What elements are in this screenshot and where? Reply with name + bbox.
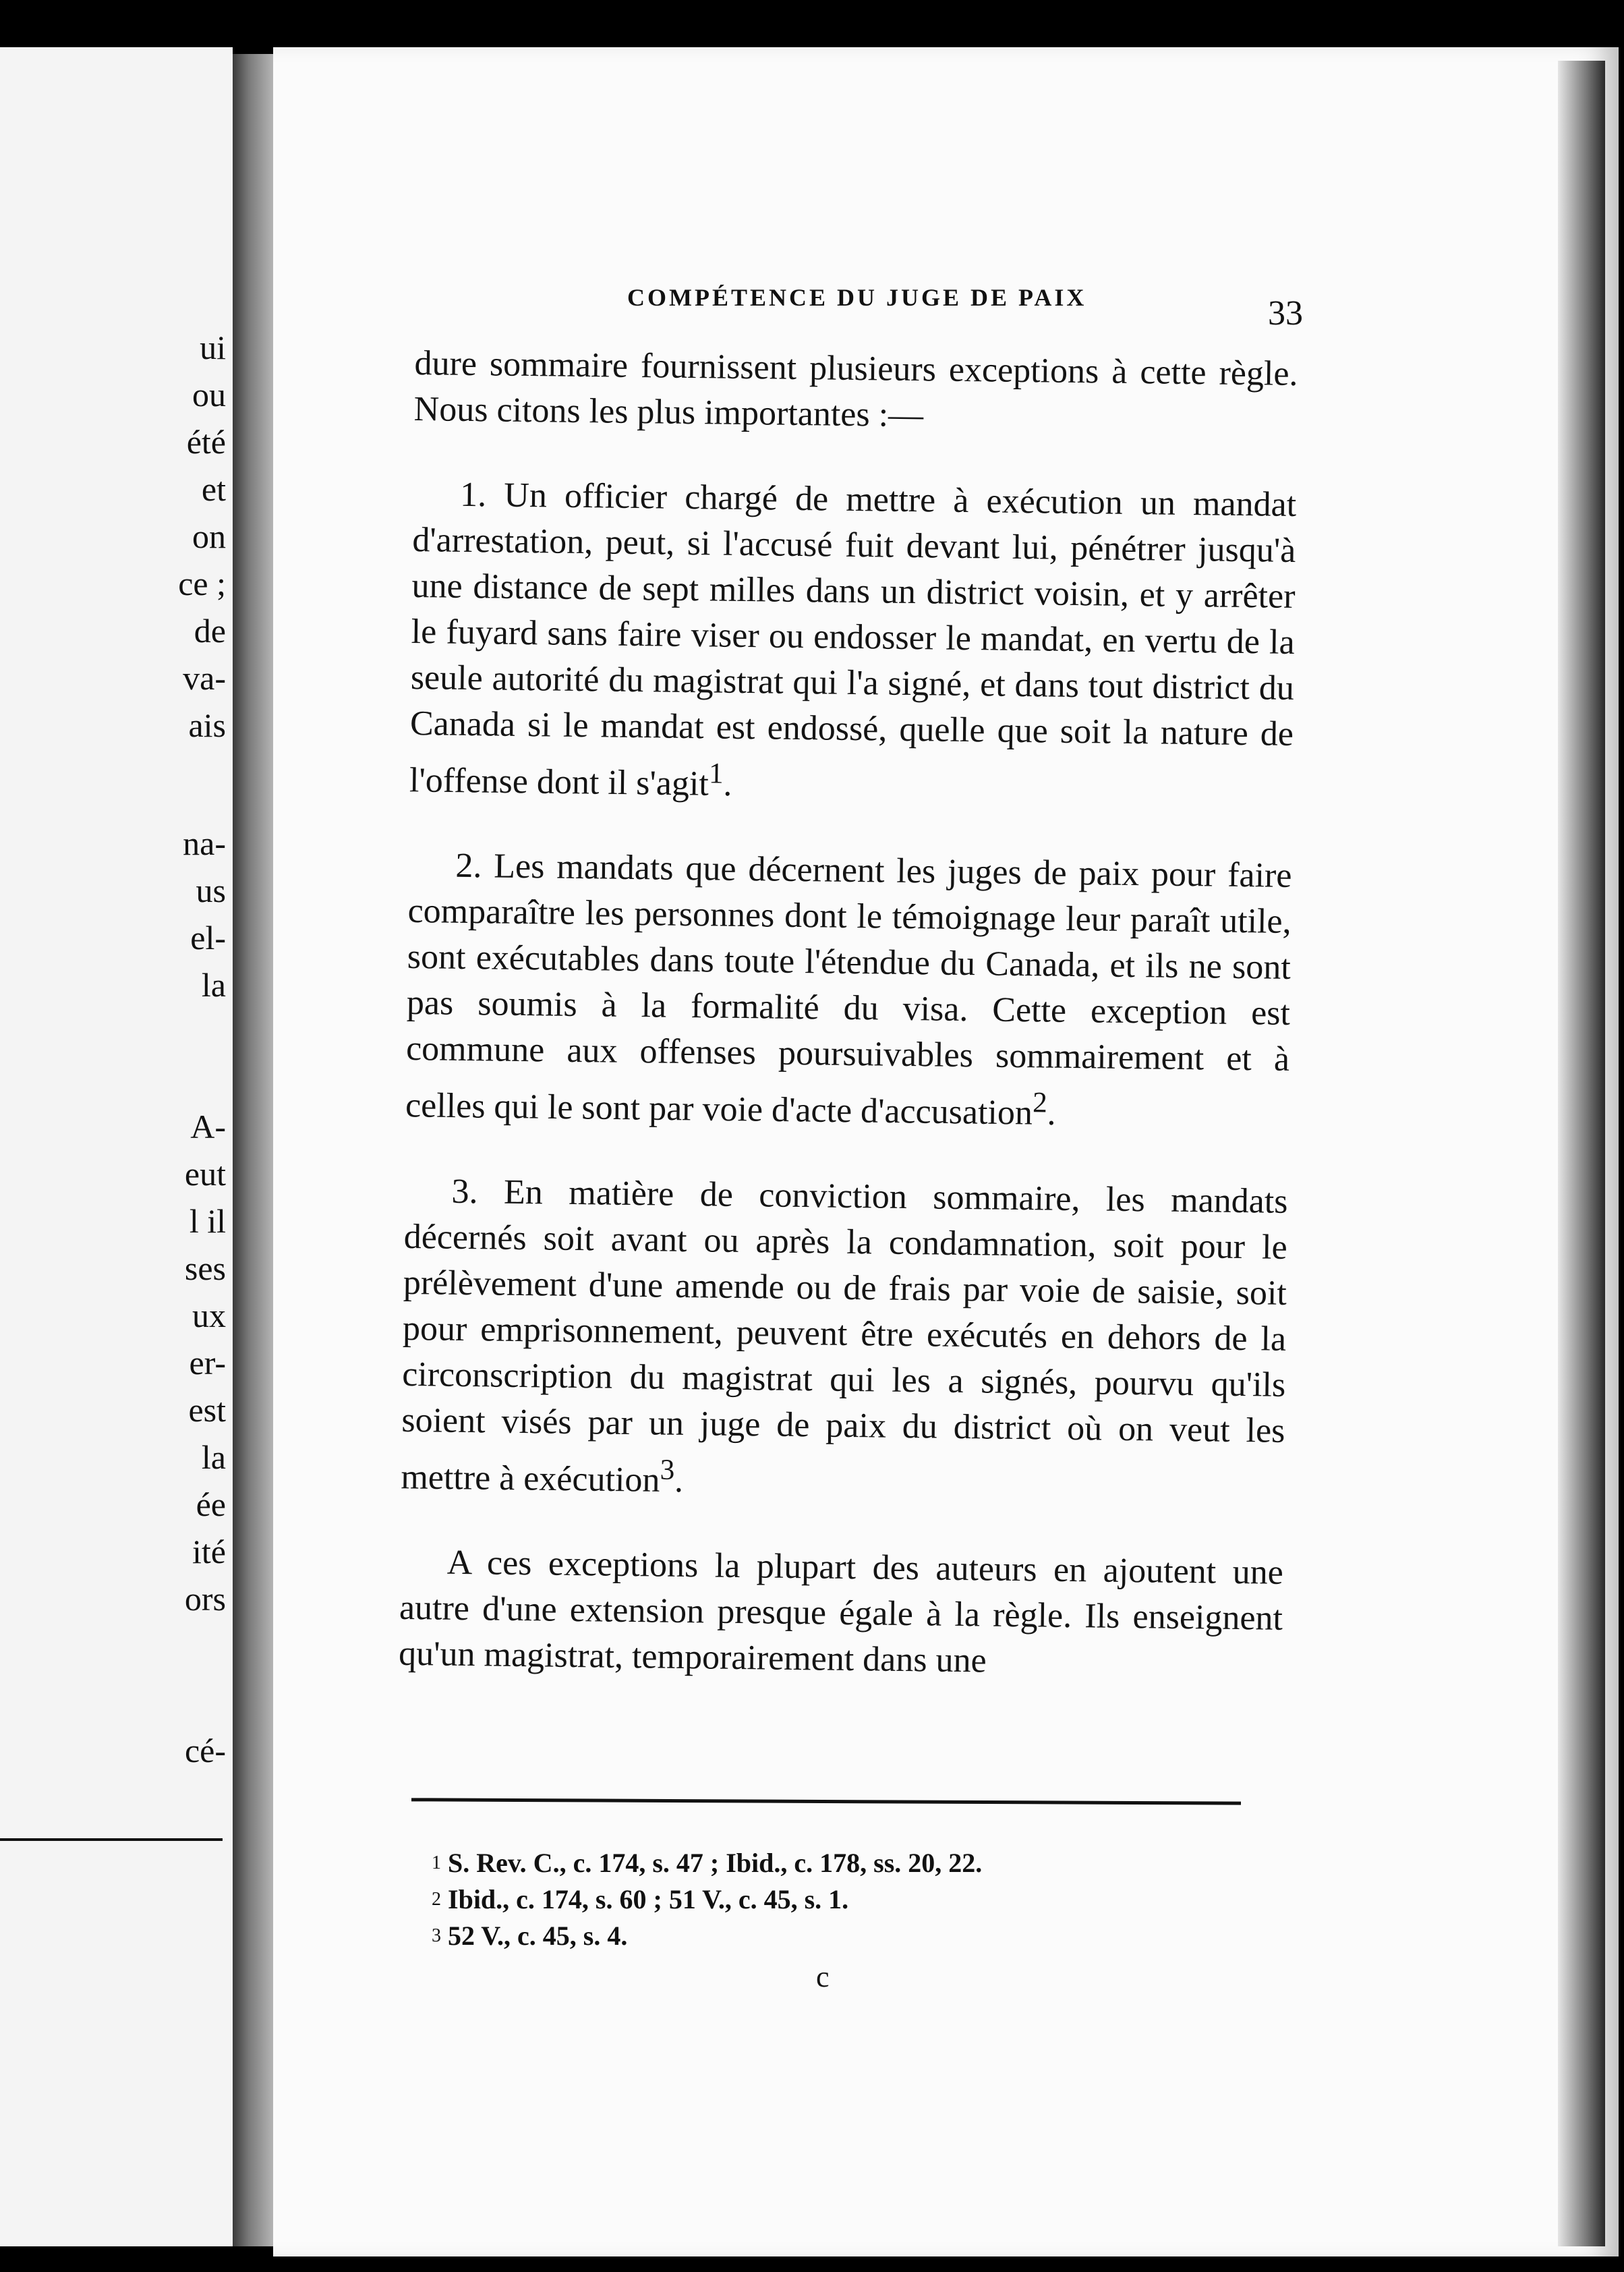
left-fragment: us [196,872,226,909]
footnote-text: Ibid., c. 174, s. 60 ; 51 V., c. 45, s. 1. [448,1884,849,1914]
paragraph: 1. Un officier chargé de mettre à exécution un mandat d'arrestation, peut, si l'accusé fuit devant lui, pénétrer jusqu'à une distance de sept milles dans un district voisin, et y arrêter le fuyard sans faire viser ou endosser le mandat, en vertu de la seule autorité du magistrat qui l'a signé, et dans tout district du Canada si le mandat est endossé, quelle que soit la nature de l'offense dont il s'agit$^1$. [409,475,1297,804]
page-number: 33 [1268,294,1303,333]
footnote-mark: 3 [432,1925,441,1946]
footnote-ref: 1 [708,757,724,790]
paragraph [399,1539,1283,1688]
signature-mark: c [816,1960,830,1993]
left-fragment: na- [183,824,226,862]
paragraph: 3. En matière de conviction sommaire, les mandats décernés soit avant ou après la condamnation, soit pour le prélèvement d'une amende ou de frais par voie de saisie, soit pour emprisonnement, peuvent être exécutés en dehors de la circonscription du magistrat qui les a signés, pourvu qu'ils soient visés par un juge de paix du district où on veut les mettre à exécution$^3$. [401,1172,1288,1500]
left-fragment: A- [190,1108,226,1145]
footnote [432,1845,1241,1881]
left-fragment: ais [188,706,226,744]
paragraph: 2. Les mandats que décernent les juges de paix pour faire comparaître les personnes dont le témoignage leur paraît utile, sont exécutables dans toute l'étendue du Canada, et ils ne sont pas soumis à la formalité du visa. Cette exception est commune aux offenses poursuivables sommairement et à celles qui le sont par voie d'acte d'accusation$^2$. [405,847,1292,1133]
footnote-text: 52 V., c. 45, s. 4. [448,1921,628,1951]
footnote-mark: 2 [432,1889,441,1910]
footnote [432,1881,1241,1918]
left-fragment: el- [190,919,226,957]
left-fragment: ors [184,1580,226,1618]
left-fragment: été [186,423,226,461]
left-fragment: l il [189,1202,226,1240]
left-fragment: ce ; [178,565,226,602]
left-page [0,47,233,2246]
left-fragment: ses [184,1249,226,1287]
left-fragment: est [188,1391,226,1429]
left-fragment: on [192,517,226,555]
left-fragment: ité [192,1533,226,1570]
left-fragment: er- [189,1344,226,1382]
left-fragment: la [201,1438,226,1476]
paragraph-text: dure sommaire fournissent plusieurs exceptions à cette règle. Nous citons les plus importantes :— [413,343,1298,435]
left-fragment: va- [183,659,226,697]
running-header: COMPÉTENCE DU JUGE DE PAIX [627,284,1087,311]
paragraph-text: A ces exceptions la plupart des auteurs en ajoutent une autre d'une extension presque égale à la règle. Ils enseignent qu'un magistrat, temporairement dans une [398,1543,1284,1680]
left-fragment: eut [184,1155,226,1193]
left-fragment: ux [192,1297,226,1334]
left-fragment: et [201,470,226,508]
paragraph-text: 1. Un officier chargé de mettre à exécution un mandat d'arrestation, peut, si l'accusé fuit devant lui, pénétrer jusqu'à une distance de sept milles dans un district voisin, et y arrêter le fuyard sans faire viser ou endosser le mandat, en vertu de la seule autorité du magistrat qui l'a signé, et dans tout district du Canada si le mandat est endossé, quelle que soit la nature de l'offense dont il s'agit [409,475,1297,803]
left-fragment: cé- [184,1732,226,1769]
footnote-text: S. Rev. C., c. 174, s. 47 ; Ibid., c. 178, ss. 20, 22. [448,1848,983,1878]
left-fragment: ée [196,1485,226,1523]
left-fragment: ou [192,376,226,414]
left-fragment: la [201,966,226,1004]
body-text [398,341,1298,1727]
page-edge-shadow [1558,61,1605,2246]
footnote [432,1918,1241,1954]
left-footnote-rule [0,1838,223,1841]
footnote-ref: 2 [1032,1086,1048,1119]
book-gutter [233,54,273,2246]
footnotes [432,1845,1241,1954]
paragraph-text: 2. Les mandats que décernent les juges de paix pour faire comparaître les personnes dont le témoignage leur paraît utile, sont exécutables dans toute l'étendue du Canada, et ils ne sont pas soumis à la formalité du visa. Cette exception est commune aux offenses poursuivables sommairement et à celles qui le sont par voie d'acte d'accusation [405,847,1292,1133]
left-fragment: ui [200,329,226,366]
paragraph-text: 3. En matière de conviction sommaire, les mandats décernés soit avant ou après la condamnation, soit pour le prélèvement d'une amende ou de frais par voie de saisie, soit pour emprisonnement, peuvent être exécutés en dehors de la circonscription du magistrat qui les a signés, pourvu qu'ils soient visés par un juge de paix du district où on veut les mettre à exécution [401,1172,1288,1500]
footnote-ref: 3 [660,1453,675,1486]
paragraph [413,341,1298,443]
footnote-mark: 1 [432,1852,441,1873]
left-fragment: de [194,612,226,650]
